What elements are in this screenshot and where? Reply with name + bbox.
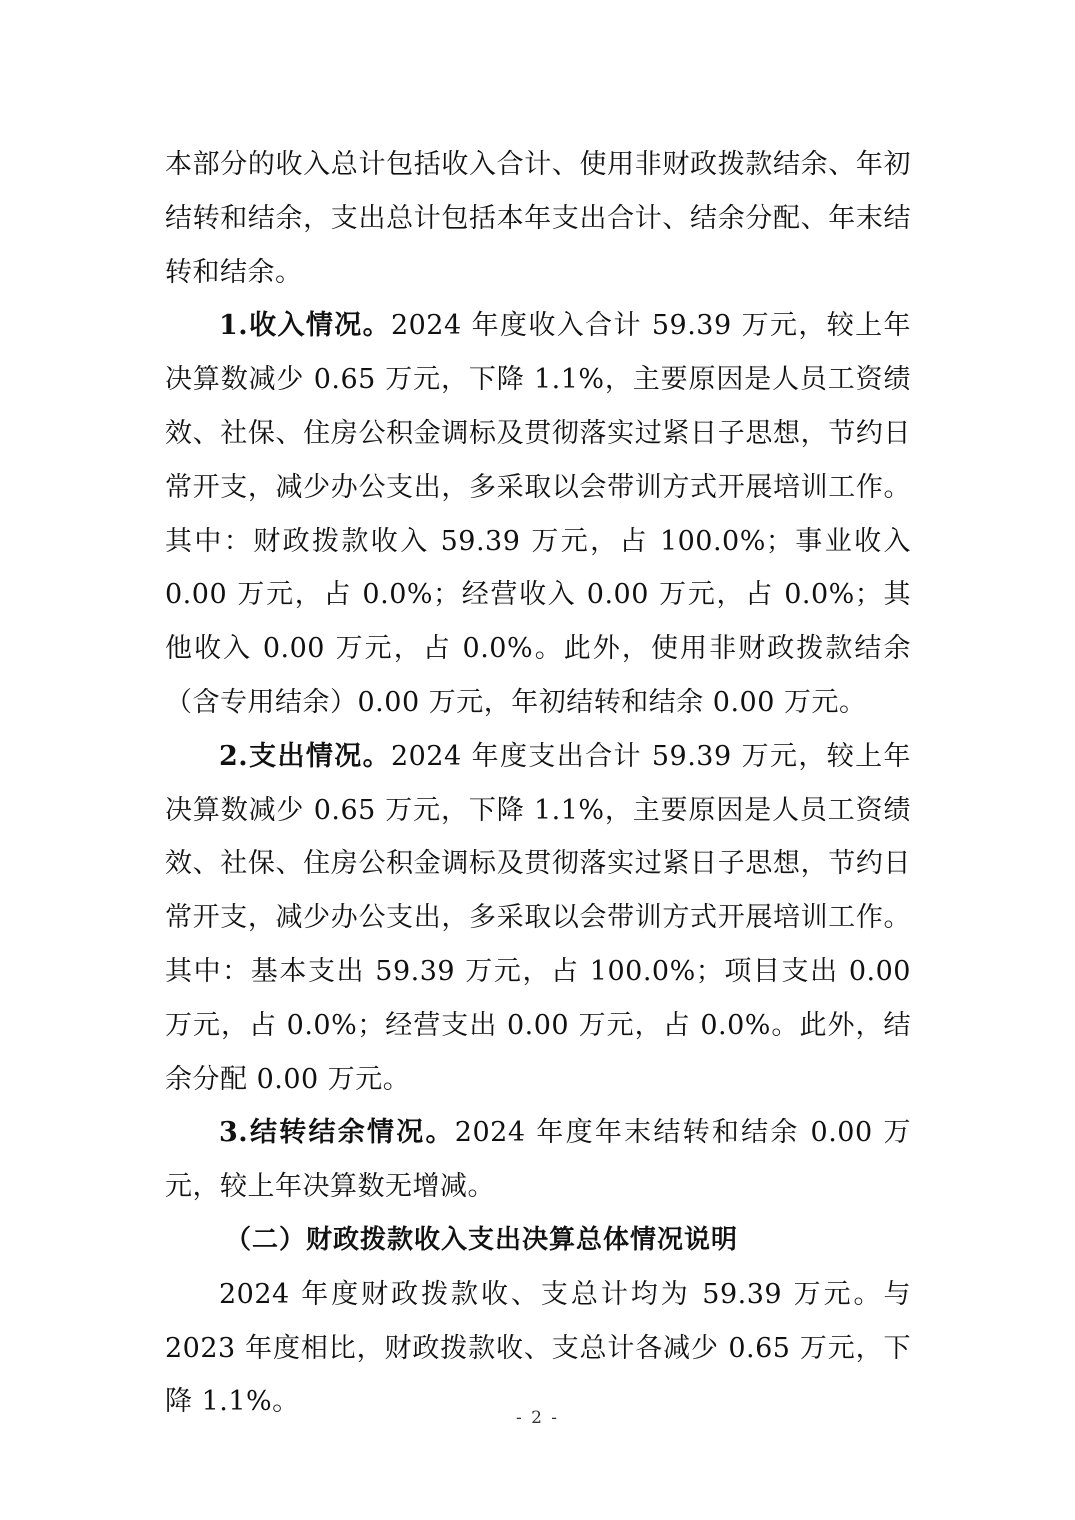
intro-paragraph: 本部分的收入总计包括收入合计、使用非财政拨款结余、年初结转和结余，支出总计包括本年支出合计、结余分配、年末结转和结余。	[165, 149, 911, 288]
expenditure-heading: 2.支出情况。	[219, 740, 391, 772]
income-heading: 1.收入情况。	[219, 310, 391, 342]
carryover-paragraph	[165, 1106, 911, 1214]
income-paragraph	[165, 299, 911, 729]
carryover-text: 2024 年度年末结转和结余 0.00 万元，较上年决算数无增减。	[165, 1117, 911, 1203]
page-number: - 2 -	[515, 1408, 560, 1428]
closing-paragraph: 2024 年度财政拨款收、支总计均为 59.39 万元。与 2023 年度相比，财政拨款收、支总计各减少 0.65 万元，下降 1.1%。	[165, 1278, 911, 1418]
expenditure-text: 2024 年度支出合计 59.39 万元，较上年决算数减少 0.65 万元，下降 1.1%，主要原因是人员工资绩效、社保、住房公积金调标及贯彻落实过紧日子思想，节约日常开支，减少办公支出，多采取以会带训方式开展培训工作。其中：基本支出 59.39 万元，占 100.0%；项目支出 0.00 万元，占 0.0%；经营支出 0.00 万元，占 0.0%。此外，结余分配 0.00 万元。	[165, 740, 911, 1095]
carryover-heading: 3.结转结余情况。	[219, 1117, 455, 1149]
document-body	[165, 138, 911, 1429]
expenditure-paragraph	[165, 730, 911, 1107]
income-text: 2024 年度收入合计 59.39 万元，较上年决算数减少 0.65 万元，下降 1.1%，主要原因是人员工资绩效、社保、住房公积金调标及贯彻落实过紧日子思想，节约日常开支，减少办公支出，多采取以会带训方式开展培训工作。其中：财政拨款收入 59.39 万元，占 100.0%；事业收入 0.00 万元，占 0.0%；经营收入 0.00 万元，占 0.0%；其他收入 0.00 万元，占 0.0%。此外，使用非财政拨款结余（含专用结余）0.00 万元，年初结转和结余 0.00 万元。	[165, 310, 911, 718]
section-subheading: （二）财政拨款收入支出决算总体情况说明	[225, 1224, 739, 1255]
